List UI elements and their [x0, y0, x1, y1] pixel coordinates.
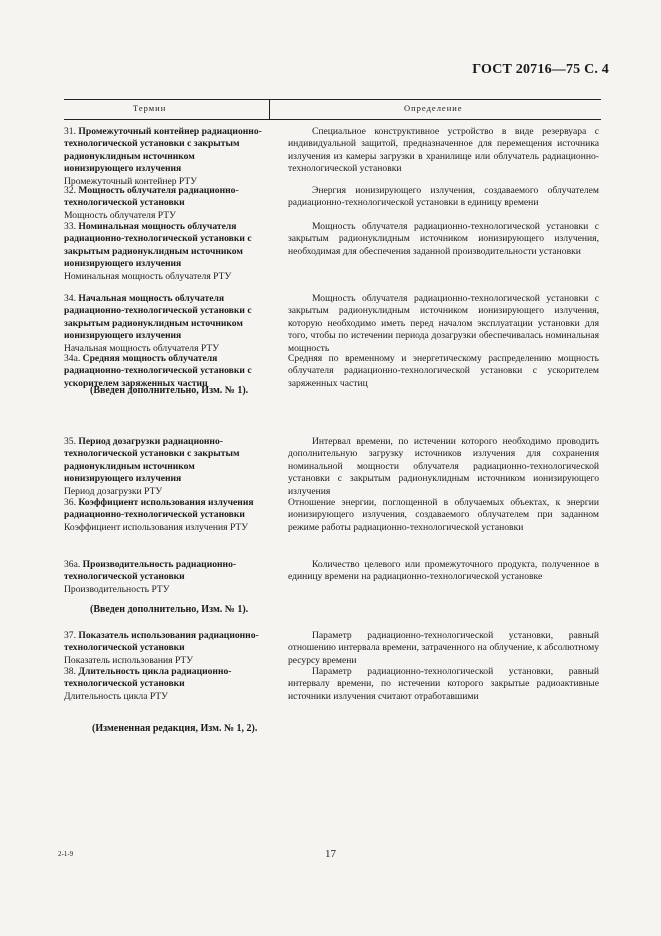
entry-number: 36.	[64, 497, 76, 508]
term-short-form: Номинальная мощность облучателя РТУ	[64, 270, 232, 282]
definition-36	[288, 497, 599, 534]
table-column-divider	[269, 99, 270, 119]
term-entry-31	[64, 126, 264, 188]
term-title: Номинальная мощность облучателя радиационно-технологической установки с закрытым радионуклидным источником ионизирующего излучения	[64, 221, 252, 270]
amendment-note: (Измененная редакция, Изм. № 1, 2).	[92, 723, 258, 734]
entry-number: 34.	[64, 293, 76, 304]
term-title: Период дозагрузки радиационно-технологической установки с закрытым радионуклидным источником ионизирующего излучения	[64, 436, 240, 485]
entry-number: 38.	[64, 666, 76, 677]
term-title: Начальная мощность облучателя радиационно-технологической установки с закрытым радионуклидным источником ионизирующего излучения	[64, 293, 252, 342]
entry-number: 35.	[64, 436, 76, 447]
definition-text: Интервал времени, по истечении которого необходимо проводить дополнительную загрузку источников излучения для сохранения номинальной мощности облучателя радиационно-технологической установки с закрытым радионуклидным источником ионизирующего излучения	[288, 436, 599, 497]
definition-text: Мощность облучателя радиационно-технологической установки с закрытым радионуклидным источником ионизирующего излучения, необходимая для обеспечения заданной производительности установки	[288, 221, 599, 257]
table-header-rule	[64, 119, 601, 120]
definition-37	[288, 630, 599, 667]
printer-mark: 2-1-9	[58, 850, 74, 858]
term-title: Мощность облучателя радиационно-технологической установки	[64, 185, 239, 209]
definition-text: Количество целевого или промежуточного продукта, полученное в единицу времени на радиационно-технологической установке	[288, 559, 599, 583]
term-entry-37	[64, 630, 264, 667]
definition-text: Специальное конструктивное устройство в виде резервуара с индивидуальной защитой, предназначенное для перемещения источника излучения из камеры загрузки в хранилище или облучатель радиационно-технологической установки	[288, 126, 599, 175]
term-title: Показатель использования радиационно-технологической установки	[64, 630, 259, 654]
term-title: Коэффициент использования излучения радиационно-технологической установки	[64, 497, 254, 521]
term-title: Длительность цикла радиационно-технологической установки	[64, 666, 232, 690]
term-column-header: Термин	[133, 103, 167, 113]
definition-text: Энергия ионизирующего излучения, создаваемого облучателем радиационно-технологической установки в единицу времени	[288, 185, 599, 209]
entry-number: 33.	[64, 221, 76, 232]
definition-35	[288, 436, 599, 498]
term-title: Средняя мощность облучателя радиационно-технологической установки с ускорителем заряженных частиц	[64, 353, 252, 389]
term-entry-35	[64, 436, 264, 498]
definition-38	[288, 666, 599, 703]
definition-text: Отношение энергии, поглощенной в облучаемых объектах, к энергии ионизирующего излучения, создаваемого облучателем при заданном режиме работы радиационно-технологической установки	[288, 497, 599, 533]
term-short-form: Коэффициент использования излучения РТУ	[64, 521, 249, 533]
term-short-form: Показатель использования РТУ	[64, 654, 194, 666]
entry-number: 36а.	[64, 559, 81, 570]
entry-number: 37.	[64, 630, 76, 641]
term-entry-36a	[64, 559, 264, 596]
definition-34	[288, 293, 599, 355]
term-entry-36	[64, 497, 264, 534]
term-entry-34	[64, 293, 264, 355]
definition-column-header: Определение	[404, 103, 463, 113]
term-entry-38	[64, 666, 264, 703]
table-top-rule	[64, 99, 601, 100]
term-title: Промежуточный контейнер радиационно-технологической установки с закрытым радионуклидным источником ионизирующего излучения	[64, 126, 262, 175]
amendment-note: (Введен дополнительно, Изм. № 1).	[90, 385, 249, 396]
document-reference: ГОСТ 20716—75 С. 4	[472, 62, 609, 77]
definition-32	[288, 185, 599, 210]
definition-31	[288, 126, 599, 176]
definition-text: Мощность облучателя радиационно-технологической установки с закрытым радионуклидным источником ионизирующего излучения, которую необходимо иметь перед началом эксплуатации установки для того, чтобы по истечении периода дозагрузки обеспечивалась номинальная мощность	[288, 293, 599, 354]
term-short-form: Начальная мощность облучателя РТУ	[64, 342, 219, 354]
term-title: Производительность радиационно-технологической установки	[64, 559, 237, 583]
term-short-form: Период дозагрузки РТУ	[64, 485, 163, 497]
definition-36a	[288, 559, 599, 584]
term-short-form: Промежуточный контейнер РТУ	[64, 175, 198, 187]
definition-text: Средняя по временному и энергетическому распределению мощность облучателя радиационно-технологической установки с ускорителем заряженных частиц	[288, 353, 599, 389]
definition-text: Параметр радиационно-технологической установки, равный интервалу времени, по истечении которого закрытые радиоактивные источники излучения считают отработавшими	[288, 666, 599, 702]
term-entry-32	[64, 185, 264, 222]
term-short-form: Длительность цикла РТУ	[64, 690, 168, 702]
amendment-note: (Введен дополнительно, Изм. № 1).	[90, 604, 249, 615]
entry-number: 32.	[64, 185, 76, 196]
definition-34a	[288, 353, 599, 390]
entry-number: 31.	[64, 126, 76, 137]
definition-text: Параметр радиационно-технологической установки, равный отношению интервала времени, затраченного на облучение, к абсолютному ресурсу времени	[288, 630, 599, 666]
term-short-form: Мощность облучателя РТУ	[64, 209, 176, 221]
term-entry-33	[64, 221, 264, 283]
entry-number: 34а.	[64, 353, 81, 364]
definition-33	[288, 221, 599, 258]
term-short-form: Производительность РТУ	[64, 583, 170, 595]
page-number: 17	[325, 848, 336, 860]
